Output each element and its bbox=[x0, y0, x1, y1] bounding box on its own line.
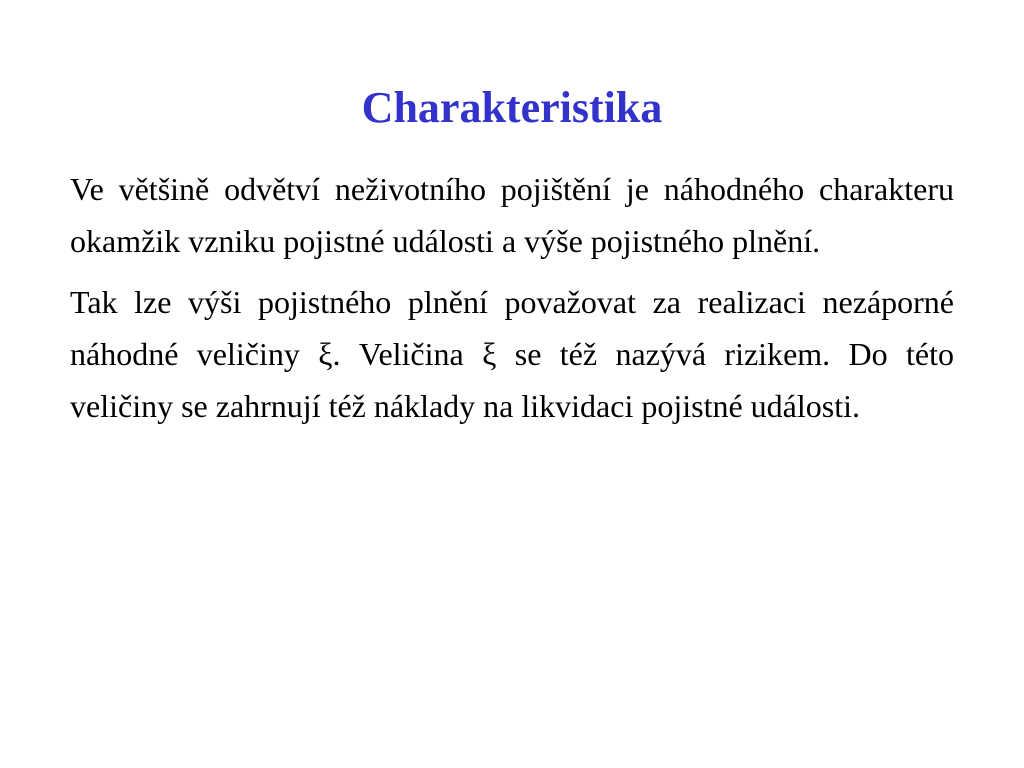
paragraph-1: Ve většině odvětví neživotního pojištění je náhodného charakteru okamžik vzniku pojistné události a výše pojistného plnění. bbox=[70, 171, 954, 259]
slide-title: Charakteristika bbox=[361, 83, 663, 132]
slide-body bbox=[70, 163, 954, 441]
paragraph-2: Tak lze výši pojistného plnění považovat za realizaci nezáporné náhodné veličiny ξ. Veličina ξ se též nazývá rizikem. Do této veličiny se zahrnují též náklady na likvidaci pojistné události. bbox=[70, 284, 954, 424]
